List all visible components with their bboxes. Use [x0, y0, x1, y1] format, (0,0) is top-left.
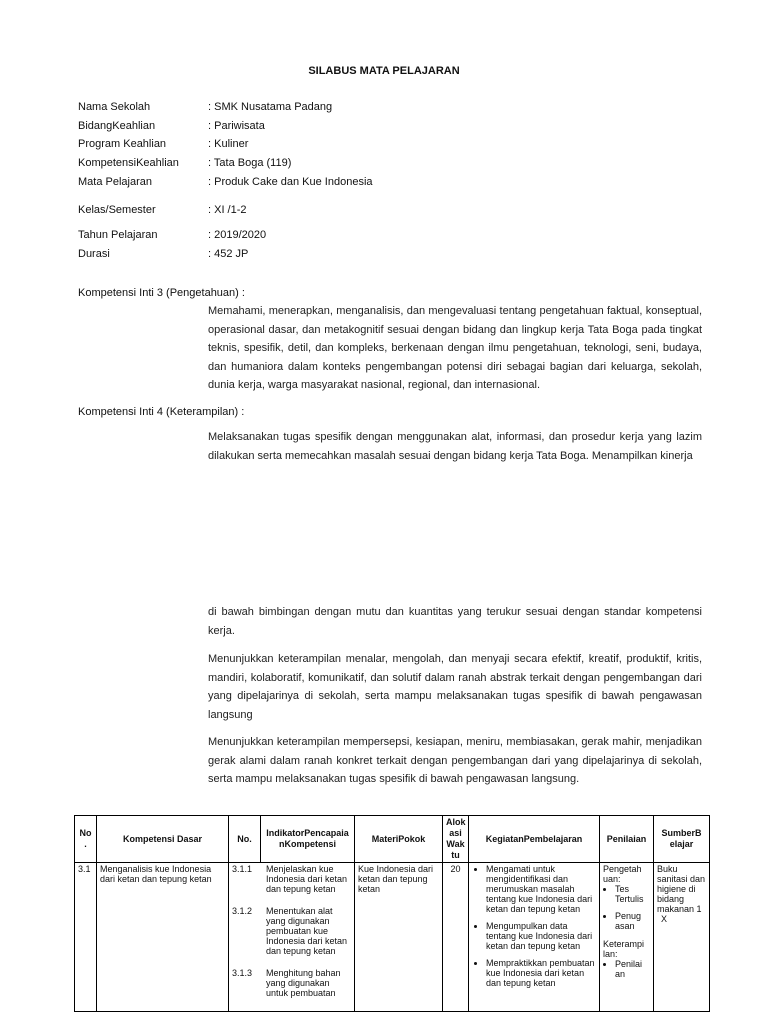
table-header-row [75, 816, 710, 863]
identity-value: : Kuliner [208, 138, 249, 150]
penilaian-heading: Keterampi lan: [603, 939, 645, 959]
identity-label: BidangKeahlian [78, 120, 156, 132]
indicator-number: 3.1.3 [232, 968, 253, 978]
identity-label: KompetensiKeahlian [78, 157, 179, 169]
cell-penilaian [600, 863, 654, 1012]
identity-value: : SMK Nusatama Padang [208, 101, 333, 113]
identity-value: : Pariwisata [208, 120, 265, 132]
header-no: No . [75, 816, 97, 863]
ki4-paragraph-1: Melaksanakan tugas spesifik dengan menggunakan alat, informasi, dan prosedur kerja yang lazim dilakukan serta memecahkan masalah sesuai dengan bidang kerja Tata Boga. Menampilkan kinerja [208, 431, 702, 462]
ki3-paragraph: Memahami, menerapkan, menganalisis, dan mengevaluasi tentang pengetahuan faktual, konseptual, operasional dasar, dan metakognitif sesuai dengan bidang dan lingkup kerja Tata Boga pada tingkat teknis, spesifik, detil, dan kompleks, berkenaan dengan ilmu pengetahuan, teknologi, seni, budaya, dan humaniora dalam konteks pengembangan potensi diri sebagai bagian dari keluarga, sekolah, dunia kerja, warga masyarakat nasional, regional, dan internasional. [208, 305, 702, 391]
identity-value: : 2019/2020 [208, 229, 267, 241]
identity-value: : Produk Cake dan Kue Indonesia [208, 176, 373, 188]
identity-label: Kelas/Semester [78, 204, 156, 216]
indicator-text: Menentukan alat yang digunakan pembuatan kue Indonesia dari ketan dan tepung ketan [266, 906, 348, 956]
indicator-number: 3.1.2 [232, 906, 253, 916]
header-no-indikator: No. [229, 816, 261, 863]
indicator-text: Menjelaskan kue Indonesia dari ketan dan tepung ketan [266, 864, 348, 894]
syllabus-table [74, 815, 710, 1012]
header-kompetensi-dasar: Kompetensi Dasar [97, 816, 229, 863]
cell-sumber-belajar [654, 863, 710, 1012]
header-kegiatan: KegiatanPembelajaran [469, 816, 600, 863]
indicator-text: Menghitung bahan yang digunakan untuk pembuatan [266, 968, 341, 998]
indicator-item [232, 968, 351, 998]
cell-kegiatan [469, 863, 600, 1012]
header-alokasi-waktu: Alok asi Wak tu [443, 816, 469, 863]
ki4-paragraph-3: Menunjukkan keterampilan mempersepsi, kesiapan, meniru, membiasakan, gerak mahir, menjadikan gerak alami dalam ranah konkret terkait dengan pengembangan dari yang dipelajarinya di sekolah, serta mampu melaksanakan tugas spesifik di bawah pengawasan langsung. [208, 736, 702, 785]
identity-label: Nama Sekolah [78, 101, 151, 113]
cell-kompetensi-dasar: Menganalisis kue Indonesia dari ketan dan tepung ketan [97, 863, 229, 1012]
kegiatan-list [472, 864, 596, 988]
ki3-heading: Kompetensi Inti 3 (Pengetahuan) : [78, 287, 245, 299]
header-penilaian: Penilaian [600, 816, 654, 863]
kegiatan-item: • Mengumpulkan data tentang kue Indonesia dari ketan dan tepung ketan [486, 921, 596, 951]
kegiatan-item: • Mempraktikkan pembuatan kue Indonesia dari ketan dan tepung ketan [486, 958, 596, 988]
penilaian-heading: Pengetah uan: [603, 864, 642, 884]
sumber-mark: X [661, 914, 668, 924]
ki4-paragraph-1-continued: di bawah bimbingan dengan mutu dan kuantitas yang terukur sesuai dengan standar kompetensi kerja. [208, 606, 702, 637]
cell-indikator [229, 863, 355, 1012]
header-indikator: IndikatorPencapaia nKompetensi [261, 816, 355, 863]
penilaian-item: • Penug asan [615, 911, 650, 931]
kegiatan-item: • Mengamati untuk mengidentifikasi dan merumuskan masalah tentang kue Indonesia dari ketan dan tepung ketan [486, 864, 596, 914]
penilaian-list [603, 884, 650, 931]
sumber-text: Buku sanitasi dan higiene di bidang makanan 1 [657, 864, 706, 914]
identity-value: : 452 JP [208, 248, 249, 260]
identity-value: : Tata Boga (119) [208, 157, 292, 169]
indicator-item [232, 906, 351, 956]
cell-materi-pokok: Kue Indonesia dari ketan dan tepung ketan [355, 863, 443, 1012]
identity-label: Mata Pelajaran [78, 176, 152, 188]
penilaian-item: • Penilai an [615, 959, 650, 979]
indicator-item [232, 864, 351, 894]
identity-label: Durasi [78, 248, 110, 260]
ki4-heading: Kompetensi Inti 4 (Keterampilan) : [78, 406, 245, 418]
penilaian-list [603, 959, 650, 979]
penilaian-item: • Tes Tertulis [615, 884, 650, 904]
ki4-paragraph-2: Menunjukkan keterampilan menalar, mengolah, dan menyaji secara efektif, kreatif, produktif, kritis, mandiri, kolaboratif, komunikatif, dan solutif dalam ranah abstrak terkait dengan pengembangan dari yang dipelajarinya di sekolah, serta mampu melaksanakan tugas spesifik di bawah pengawasan langsung [208, 653, 702, 721]
header-materi-pokok: MateriPokok [355, 816, 443, 863]
indicator-number: 3.1.1 [232, 864, 253, 874]
cell-alokasi-waktu: 20 [443, 863, 469, 1012]
cell-no: 3.1 [75, 863, 97, 1012]
table-row [75, 863, 710, 1012]
identity-value: : XI /1-2 [208, 204, 247, 216]
header-sumber-belajar: SumberB elajar [654, 816, 710, 863]
document-title: SILABUS MATA PELAJARAN [308, 65, 460, 77]
identity-label: Tahun Pelajaran [78, 229, 158, 241]
identity-label: Program Keahlian [78, 138, 167, 150]
